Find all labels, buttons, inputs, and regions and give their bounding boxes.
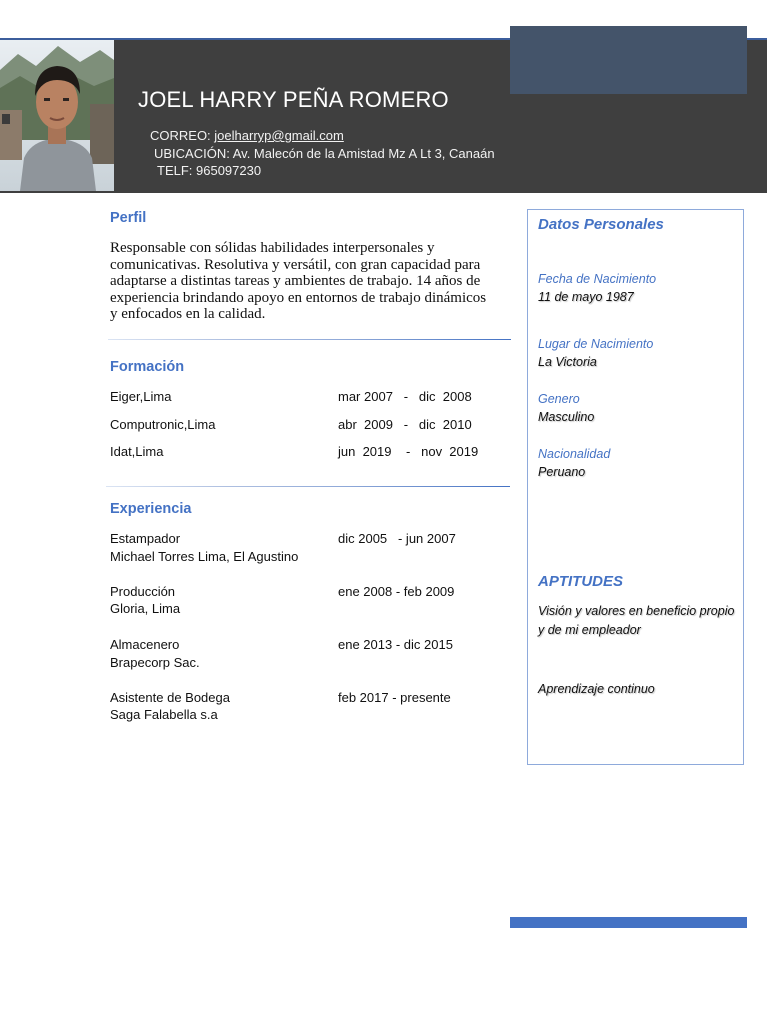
email-link[interactable]: joelharryp@gmail.com	[214, 128, 344, 143]
exp-period-3: ene 2013 - dic 2015	[338, 637, 453, 652]
perfil-title: Perfil	[110, 210, 147, 226]
exp-company-4: Saga Falabella s.a	[110, 707, 218, 722]
perfil-text: Responsable con sólidas habilidades interpersonales y comunicativas. Resolutiva y versátil, con gran capacidad para adaptarse a distintas tareas y ambientes de trabajo. 14 años de experiencia brindando apoyo en entornos de trabajo dinámicos y enfocados en la calidad.	[110, 240, 487, 322]
exp-period-1: dic 2005 - jun 2007	[338, 531, 456, 546]
exp-role-1: Estampador	[110, 531, 181, 546]
aptitude-item-2: Aprendizaje continuo	[538, 682, 655, 696]
exp-role-4: Asistente de Bodega	[110, 690, 230, 705]
divider-perfil	[108, 339, 511, 340]
formacion-place-3: Idat,Lima	[110, 444, 164, 459]
contact-location: UBICACIÓN: Av. Malecón de la Amistad Mz A Lt 3, Canaán	[154, 146, 495, 161]
formacion-title: Formación	[110, 359, 185, 375]
exp-company-3: Brapecorp Sac.	[110, 655, 200, 670]
contact-email	[150, 128, 344, 143]
gender-value: Masculino	[538, 410, 595, 424]
birthdate-label: Fecha de Nacimiento	[538, 272, 657, 286]
candidate-name: JOEL HARRY PEÑA ROMERO	[138, 87, 449, 112]
formacion-place-1: Eiger,Lima	[110, 389, 172, 404]
exp-company-2: Gloria, Lima	[110, 601, 181, 616]
exp-period-2: ene 2008 - feb 2009	[338, 584, 455, 599]
datos-personales-title: Datos Personales	[538, 216, 664, 233]
aptitude-item-1: Visión y valores en beneficio propio y de mi empleador	[538, 604, 735, 637]
exp-period-4: feb 2017 - presente	[338, 690, 451, 705]
exp-role-3: Almacenero	[110, 637, 180, 652]
formacion-period-2: abr 2009 - dic 2010	[338, 417, 472, 432]
divider-formacion	[106, 486, 510, 487]
profile-photo	[0, 40, 114, 191]
birthplace-label: Lugar de Nacimiento	[538, 337, 654, 351]
exp-role-2: Producción	[110, 584, 176, 599]
formacion-period-1: mar 2007 - dic 2008	[338, 389, 472, 404]
formacion-place-2: Computronic,Lima	[110, 417, 216, 432]
gender-label: Genero	[538, 392, 580, 406]
aptitudes-title: APTITUDES	[538, 573, 624, 590]
exp-company-1: Michael Torres Lima, El Agustino	[110, 549, 299, 564]
birthdate-value: 11 de mayo 1987	[538, 290, 634, 304]
email-label: CORREO:	[150, 128, 215, 143]
experiencia-title: Experiencia	[110, 501, 192, 517]
formacion-period-3: jun 2019 - nov 2019	[338, 444, 479, 459]
header-accent-box	[510, 26, 747, 94]
birthplace-value: La Victoria	[538, 355, 597, 369]
contact-phone: TELF: 965097230	[157, 163, 262, 178]
footer-accent-bar	[510, 917, 747, 928]
nationality-label: Nacionalidad	[538, 447, 611, 461]
nationality-value: Peruano	[538, 465, 586, 479]
